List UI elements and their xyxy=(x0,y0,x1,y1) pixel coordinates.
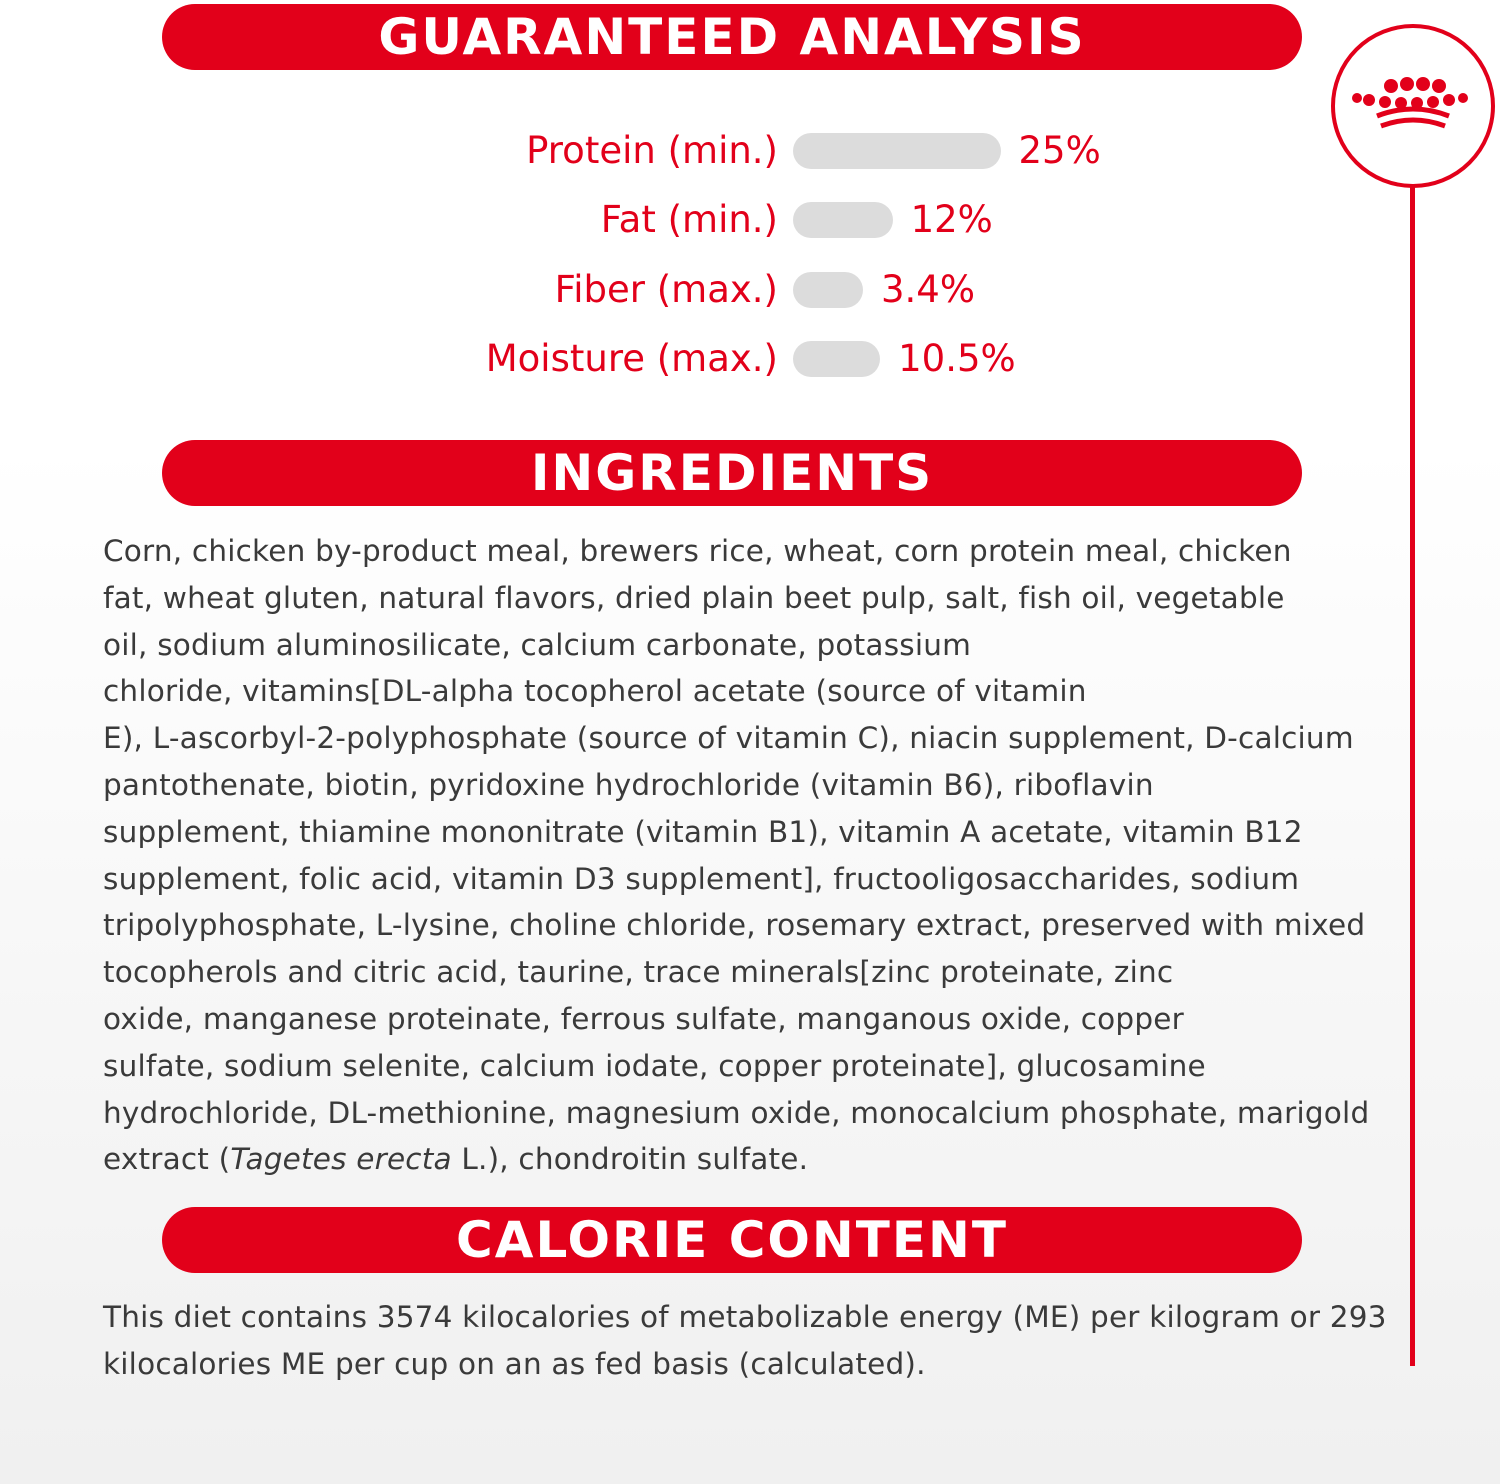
analysis-bar xyxy=(793,202,893,238)
analysis-label: Moisture (max.) xyxy=(485,337,778,380)
ingredients-line: oil, sodium aluminosilicate, calcium carbonate, potassium xyxy=(103,627,972,662)
ingredients-heading: INGREDIENTS xyxy=(162,440,1302,506)
analysis-row-protein xyxy=(0,121,1500,181)
analysis-bar xyxy=(793,341,880,377)
ingredients-line: oxide, manganese proteinate, ferrous sulfate, manganous oxide, copper xyxy=(103,1001,1184,1036)
calorie-line: kilocalories ME per cup on an as fed basis (calculated). xyxy=(103,1346,926,1381)
ingredients-text-fragment: L.), chondroitin sulfate. xyxy=(451,1142,809,1177)
ingredients-line: supplement, folic acid, vitamin D3 supplement], fructooligosaccharides, sodium xyxy=(103,861,1300,896)
analysis-row-moisture xyxy=(0,329,1500,389)
ingredients-line: chloride, vitamins[DL-alpha tocopherol acetate (source of vitamin xyxy=(103,674,1087,709)
analysis-label: Fat (min.) xyxy=(600,198,778,241)
analysis-bar xyxy=(793,272,863,308)
brand-logo xyxy=(1331,24,1495,188)
ingredients-last-line xyxy=(103,1136,1363,1183)
ingredients-line: fat, wheat gluten, natural flavors, dried plain beet pulp, salt, fish oil, vegetable xyxy=(103,580,1285,615)
analysis-value: 25% xyxy=(1018,129,1101,172)
analysis-bar xyxy=(793,133,1001,169)
species-name: Tagetes erecta xyxy=(230,1142,452,1177)
calorie-content-heading: CALORIE CONTENT xyxy=(162,1207,1302,1273)
analysis-value: 12% xyxy=(910,198,993,241)
decorative-vertical-line xyxy=(1410,186,1415,1366)
ingredients-line: Corn, chicken by-product meal, brewers rice, wheat, corn protein meal, chicken xyxy=(103,534,1292,568)
analysis-row-fat xyxy=(0,190,1500,250)
ingredients-text-fragment: extract ( xyxy=(103,1142,231,1177)
calorie-content-text xyxy=(103,1294,1387,1388)
analysis-label: Fiber (max.) xyxy=(554,268,778,311)
ingredients-line: tripolyphosphate, L-lysine, choline chloride, rosemary extract, preserved with mixed xyxy=(103,908,1366,943)
ingredients-line: supplement, thiamine mononitrate (vitamin B1), vitamin A acetate, vitamin B12 xyxy=(103,814,1303,849)
ingredients-line: E), L-ascorbyl-2-polyphosphate (source of vitamin C), niacin supplement, D-calcium xyxy=(103,721,1354,756)
analysis-row-fiber xyxy=(0,260,1500,320)
analysis-value: 10.5% xyxy=(898,337,1016,380)
ingredients-line: tocopherols and citric acid, taurine, trace minerals[zinc proteinate, zinc xyxy=(103,955,1174,990)
analysis-value: 3.4% xyxy=(881,268,975,311)
ingredients-line: sulfate, sodium selenite, calcium iodate, copper proteinate], glucosamine xyxy=(103,1048,1206,1083)
crown-icon xyxy=(1335,28,1491,184)
calorie-line: This diet contains 3574 kilocalories of metabolizable energy (ME) per kilogram or 293 xyxy=(103,1300,1387,1334)
ingredients-line: pantothenate, biotin, pyridoxine hydrochloride (vitamin B6), riboflavin xyxy=(103,767,1154,802)
analysis-label: Protein (min.) xyxy=(526,129,778,172)
ingredients-line: hydrochloride, DL-methionine, magnesium oxide, monocalcium phosphate, marigold xyxy=(103,1095,1370,1130)
guaranteed-analysis-heading: GUARANTEED ANALYSIS xyxy=(162,4,1302,70)
ingredients-text xyxy=(103,528,1370,1183)
